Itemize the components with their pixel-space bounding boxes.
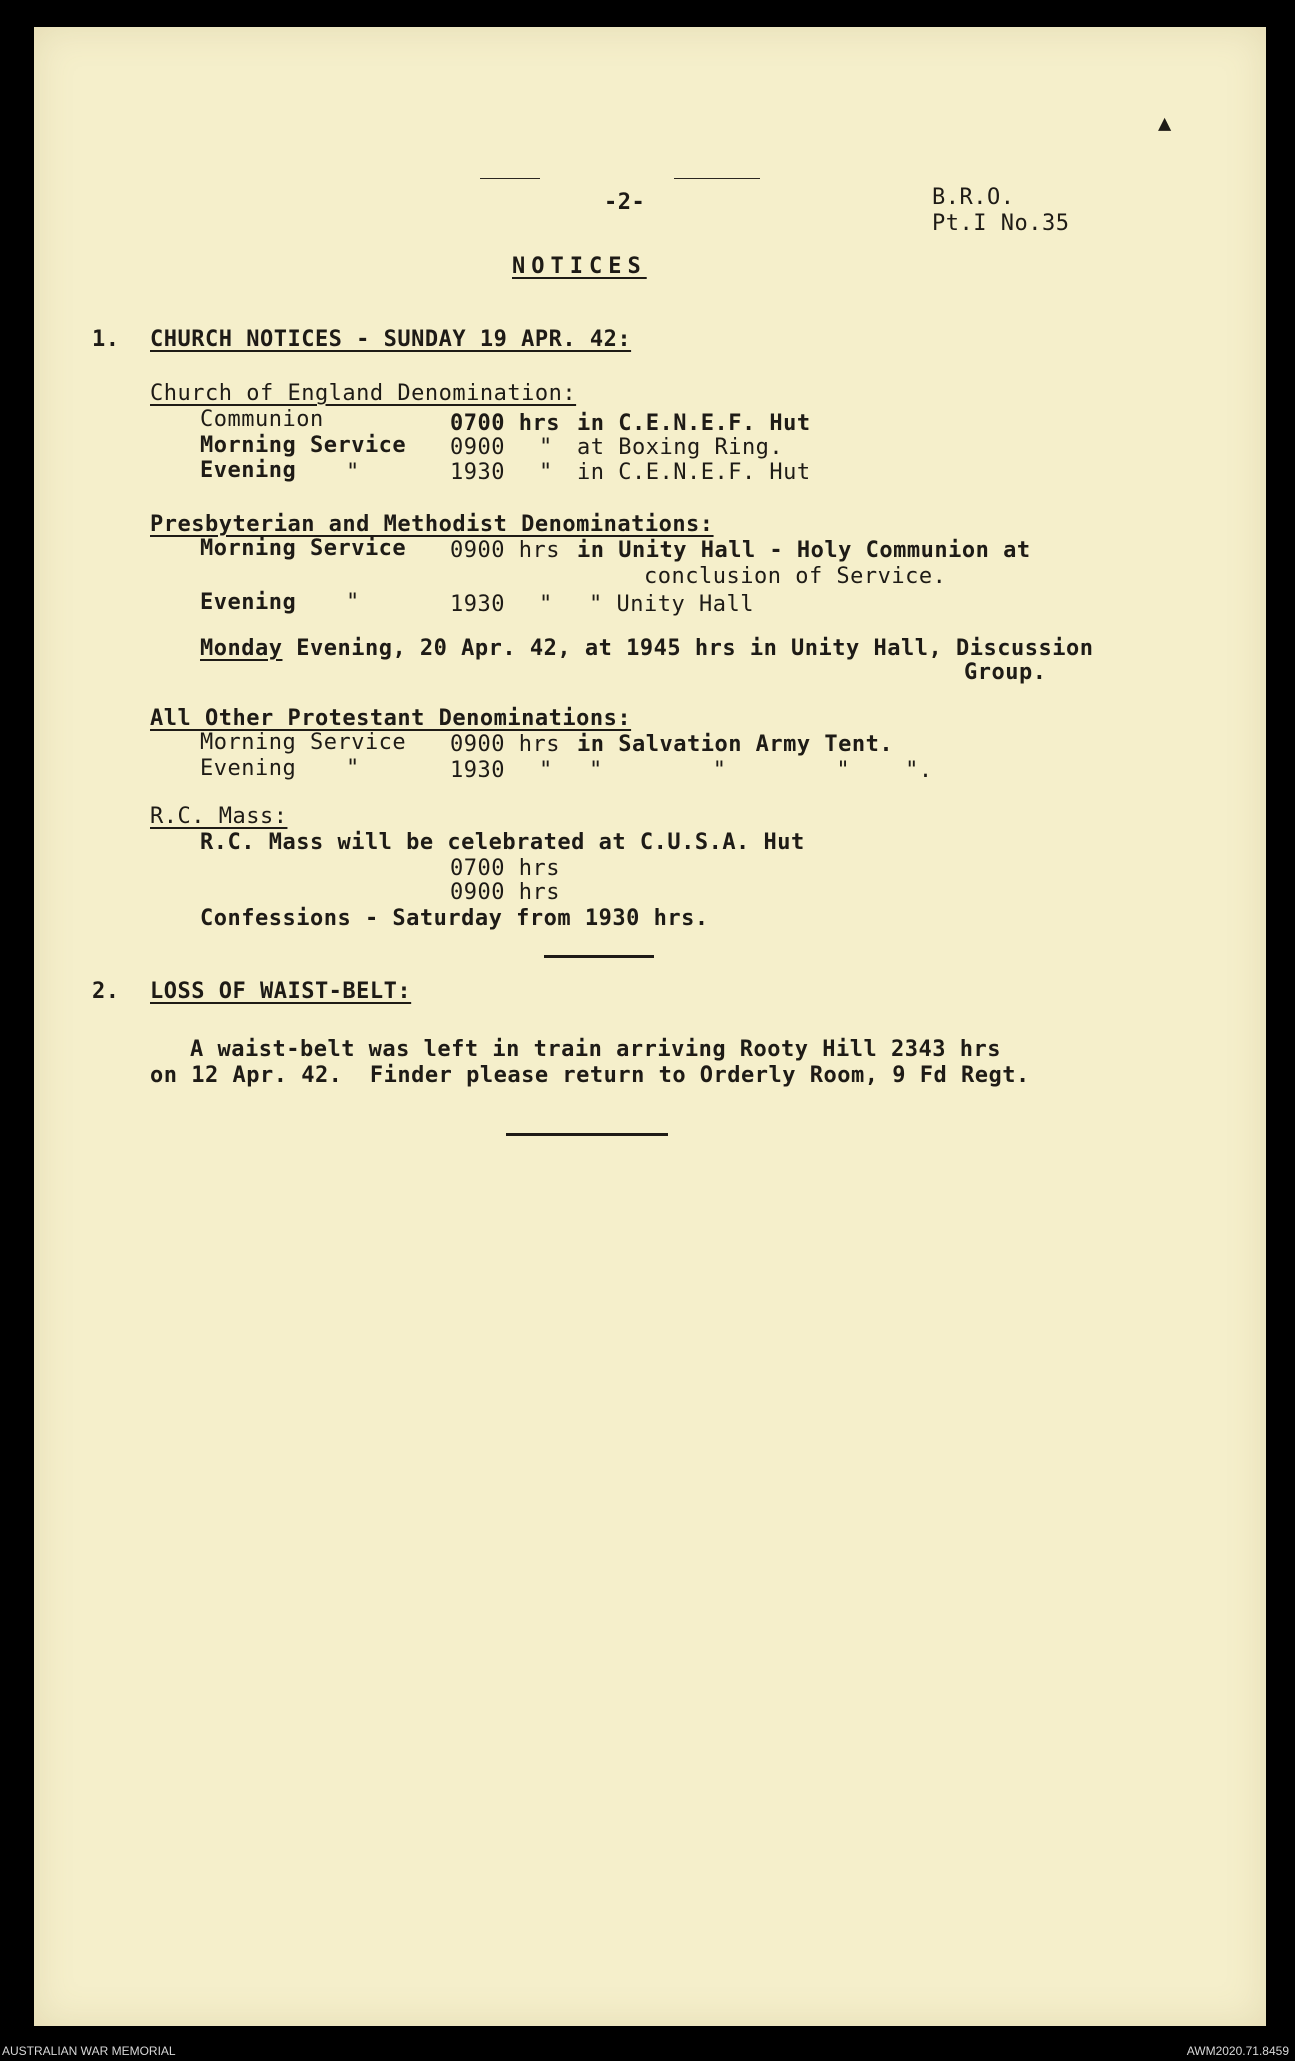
- protestant-heading: All Other Protestant Denominations:: [150, 706, 632, 731]
- rc-heading: R.C. Mass:: [150, 804, 288, 829]
- document-page: [34, 27, 1266, 2026]
- monday-cont: Group.: [964, 660, 1047, 685]
- protestant-row-2-ditto-label: ": [346, 756, 360, 781]
- monday-text: Evening, 20 Apr. 42, at 1945 hrs in Unity Hall, Discussion: [282, 636, 1094, 661]
- coe-row-2-time: 0900: [450, 435, 505, 460]
- corner-mark: ▲: [1158, 111, 1172, 136]
- page-number: -2-: [604, 190, 646, 215]
- section-2-heading: LOSS OF WAIST-BELT:: [150, 979, 412, 1004]
- protestant-row-1-place: in Salvation Army Tent.: [577, 732, 894, 757]
- rc-confessions: Confessions - Saturday from 1930 hrs.: [200, 906, 709, 931]
- monday-line: [200, 636, 1093, 662]
- protestant-row-2-place: " " " ".: [589, 758, 933, 783]
- rc-time-2: 0900 hrs: [450, 880, 560, 905]
- presby-heading: Presbyterian and Methodist Denominations:: [150, 512, 714, 537]
- presby-row-2-ditto: ": [539, 592, 553, 617]
- section-divider: [544, 955, 654, 958]
- footer-left: AUSTRALIAN WAR MEMORIAL: [2, 2044, 176, 2058]
- coe-row-3-ditto-label: ": [346, 460, 360, 485]
- reference-line-2: Pt.I No.35: [932, 211, 1070, 236]
- protestant-row-1-label: Morning Service: [200, 730, 407, 755]
- header-rule-left: [480, 178, 540, 179]
- coe-row-3-place: in C.E.N.E.F. Hut: [577, 460, 811, 485]
- protestant-row-2-label: Evening: [200, 756, 297, 781]
- protestant-row-1-time: 0900 hrs: [450, 732, 560, 757]
- end-rule: [506, 1133, 668, 1136]
- rc-time-1: 0700 hrs: [450, 856, 560, 881]
- coe-row-1-label: Communion: [200, 407, 324, 432]
- section-2-number: 2.: [92, 979, 120, 1004]
- header-rule-right: [674, 178, 760, 179]
- coe-row-2-label: Morning Service: [200, 433, 407, 458]
- monday-lead: Monday: [200, 636, 283, 661]
- coe-row-3-time: 1930: [450, 460, 505, 485]
- presby-row-2-time: 1930: [450, 592, 505, 617]
- reference-line-1: B.R.O.: [932, 185, 1015, 210]
- presby-row-2-label: Evening: [200, 590, 297, 615]
- rc-line: R.C. Mass will be celebrated at C.U.S.A. Hut: [200, 830, 805, 855]
- presby-row-1-label: Morning Service: [200, 536, 407, 561]
- coe-row-1-time: 0700 hrs: [450, 411, 560, 436]
- coe-row-3-label: Evening: [200, 458, 297, 483]
- presby-row-1-place: in Unity Hall - Holy Communion at: [577, 538, 1031, 563]
- section-2-line-2: on 12 Apr. 42. Finder please return to Orderly Room, 9 Fd Regt.: [150, 1063, 1030, 1088]
- coe-row-1-place: in C.E.N.E.F. Hut: [577, 411, 811, 436]
- coe-row-3-ditto: ": [539, 460, 553, 485]
- page-title: NOTICES: [512, 254, 647, 279]
- presby-row-2-place: " Unity Hall: [589, 592, 754, 617]
- presby-row-1-time: 0900 hrs: [450, 538, 560, 563]
- coe-row-2-place: at Boxing Ring.: [577, 435, 784, 460]
- coe-row-2-ditto: ": [539, 435, 553, 460]
- protestant-row-2-ditto: ": [539, 758, 553, 783]
- section-2-line-1: A waist-belt was left in train arriving Rooty Hill 2343 hrs: [190, 1037, 1001, 1062]
- protestant-row-2-time: 1930: [450, 758, 505, 783]
- presby-row-1-cont: conclusion of Service.: [644, 564, 947, 589]
- presby-row-2-ditto-label: ": [346, 590, 360, 615]
- section-1-number: 1.: [92, 327, 120, 352]
- section-1-heading: CHURCH NOTICES - SUNDAY 19 APR. 42:: [150, 327, 632, 352]
- coe-heading: Church of England Denomination:: [150, 381, 577, 406]
- footer-right: AWM2020.71.8459: [1186, 2044, 1289, 2058]
